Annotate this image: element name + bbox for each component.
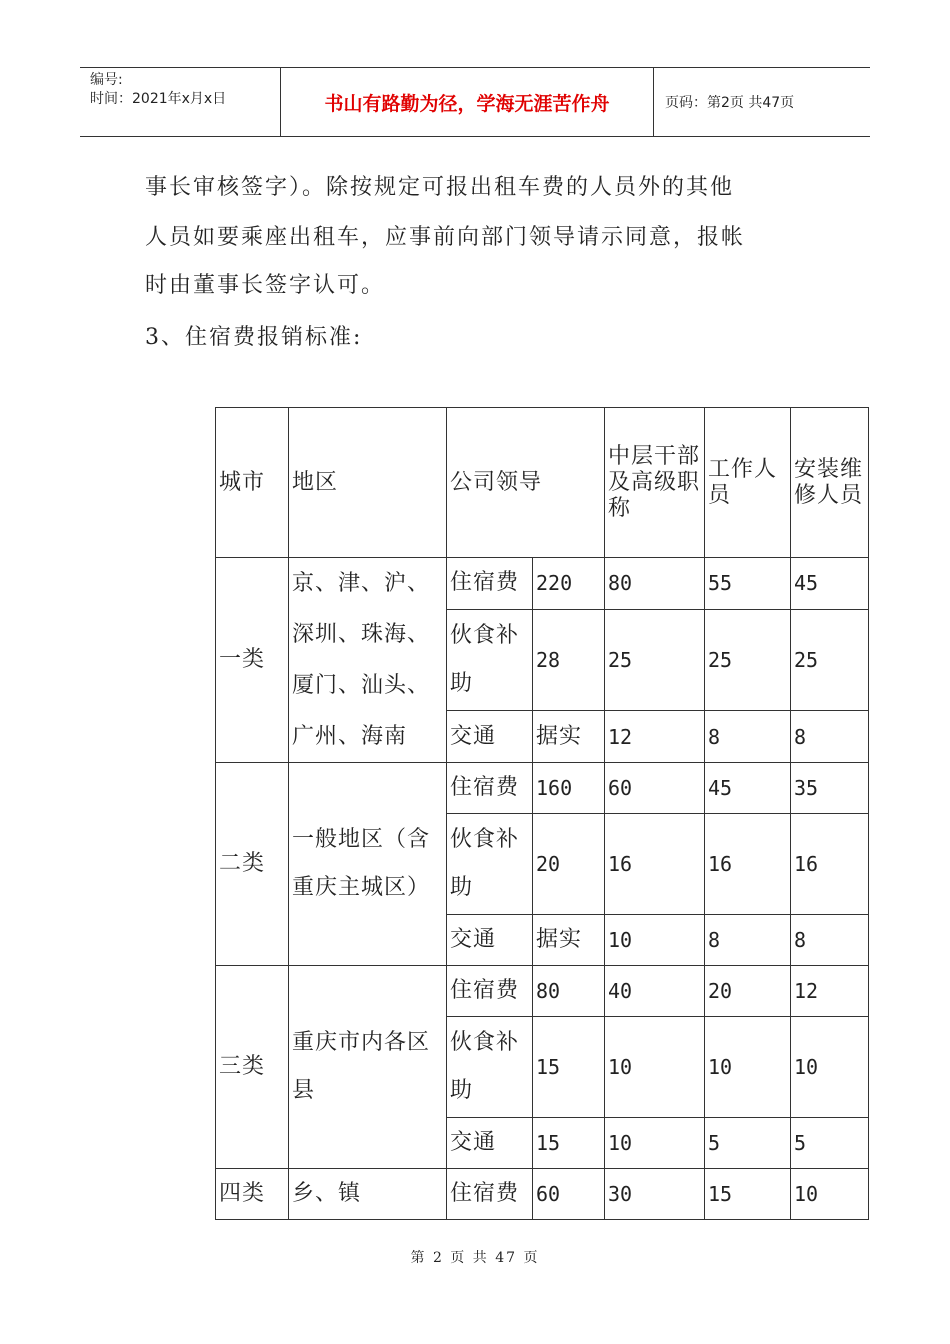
item-cell: 住宿费 (447, 763, 533, 814)
item-cell: 交通 (447, 1118, 533, 1169)
staff-value: 20 (705, 966, 791, 1017)
header-divider (653, 68, 654, 136)
table-header-row (216, 408, 869, 558)
item-cell: 伙食补助 (447, 609, 533, 711)
mid-value: 60 (605, 763, 705, 814)
mid-value: 16 (605, 814, 705, 915)
doc-number-label: 编号: (90, 72, 123, 88)
install-value: 10 (791, 1169, 869, 1220)
staff-value: 10 (705, 1017, 791, 1118)
class-cell: 一类 (216, 558, 289, 763)
header-company-leader: 公司领导 (447, 408, 605, 558)
mid-value: 10 (605, 915, 705, 966)
leader-value: 15 (533, 1017, 605, 1118)
page-footer: 第 2 页 共 47 页 (410, 1250, 540, 1266)
item-cell: 住宿费 (447, 558, 533, 610)
header-city: 城市 (216, 408, 289, 558)
staff-value: 25 (705, 609, 791, 711)
mid-value: 12 (605, 711, 705, 763)
mid-value: 10 (605, 1017, 705, 1118)
leader-value: 据实 (533, 915, 605, 966)
header-mid-level: 中层干部及高级职称 (605, 408, 705, 558)
staff-value: 45 (705, 763, 791, 814)
item-cell: 交通 (447, 711, 533, 763)
section-title: 3、住宿费报销标准: (145, 325, 363, 350)
mid-value: 40 (605, 966, 705, 1017)
header-staff: 工作人员 (705, 408, 791, 558)
class-cell: 四类 (216, 1169, 289, 1220)
install-value: 16 (791, 814, 869, 915)
leader-value: 220 (533, 558, 605, 610)
region-cell: 京、津、沪、深圳、珠海、厦门、汕头、广州、海南 (289, 558, 447, 763)
leader-value: 据实 (533, 711, 605, 763)
page-header (80, 67, 870, 137)
install-value: 10 (791, 1017, 869, 1118)
body-paragraph-line: 人员如要乘座出租车，应事前向部门领导请示同意，报帐 (145, 225, 746, 250)
item-cell: 伙食补助 (447, 814, 533, 915)
region-cell: 一般地区（含重庆主城区） (289, 763, 447, 966)
staff-value: 5 (705, 1118, 791, 1169)
table-row (216, 966, 869, 1017)
header-motto: 书山有路勤为径，学海无涯苦作舟 (324, 92, 610, 115)
region-cell: 乡、镇 (289, 1169, 447, 1220)
table-row (216, 763, 869, 814)
class-cell: 三类 (216, 966, 289, 1169)
install-value: 25 (791, 609, 869, 711)
mid-value: 80 (605, 558, 705, 610)
header-meta (80, 68, 280, 136)
leader-value: 160 (533, 763, 605, 814)
region-cell: 重庆市内各区县 (289, 966, 447, 1169)
body-paragraph-line: 时由董事长签字认可。 (145, 273, 386, 298)
item-cell: 伙食补助 (447, 1017, 533, 1118)
staff-value: 8 (705, 915, 791, 966)
item-cell: 住宿费 (447, 966, 533, 1017)
accommodation-standard-table (215, 407, 869, 1220)
table-row (216, 558, 869, 610)
install-value: 5 (791, 1118, 869, 1169)
leader-value: 20 (533, 814, 605, 915)
install-value: 8 (791, 711, 869, 763)
mid-value: 25 (605, 609, 705, 711)
staff-value: 8 (705, 711, 791, 763)
header-region: 地区 (289, 408, 447, 558)
leader-value: 28 (533, 609, 605, 711)
staff-value: 55 (705, 558, 791, 610)
leader-value: 80 (533, 966, 605, 1017)
install-value: 35 (791, 763, 869, 814)
mid-value: 10 (605, 1118, 705, 1169)
leader-value: 60 (533, 1169, 605, 1220)
staff-value: 15 (705, 1169, 791, 1220)
body-paragraph-line: 事长审核签字）。除按规定可报出租车费的人员外的其他 (145, 175, 735, 200)
install-value: 12 (791, 966, 869, 1017)
install-value: 8 (791, 915, 869, 966)
table-row (216, 1169, 869, 1220)
header-install: 安装维修人员 (791, 408, 869, 558)
leader-value: 15 (533, 1118, 605, 1169)
mid-value: 30 (605, 1169, 705, 1220)
header-page-code: 页码：第2页 共47页 (665, 95, 795, 111)
item-cell: 住宿费 (447, 1169, 533, 1220)
item-cell: 交通 (447, 915, 533, 966)
staff-value: 16 (705, 814, 791, 915)
doc-time-label: 时间：2021年x月x日 (90, 91, 227, 107)
class-cell: 二类 (216, 763, 289, 966)
install-value: 45 (791, 558, 869, 610)
